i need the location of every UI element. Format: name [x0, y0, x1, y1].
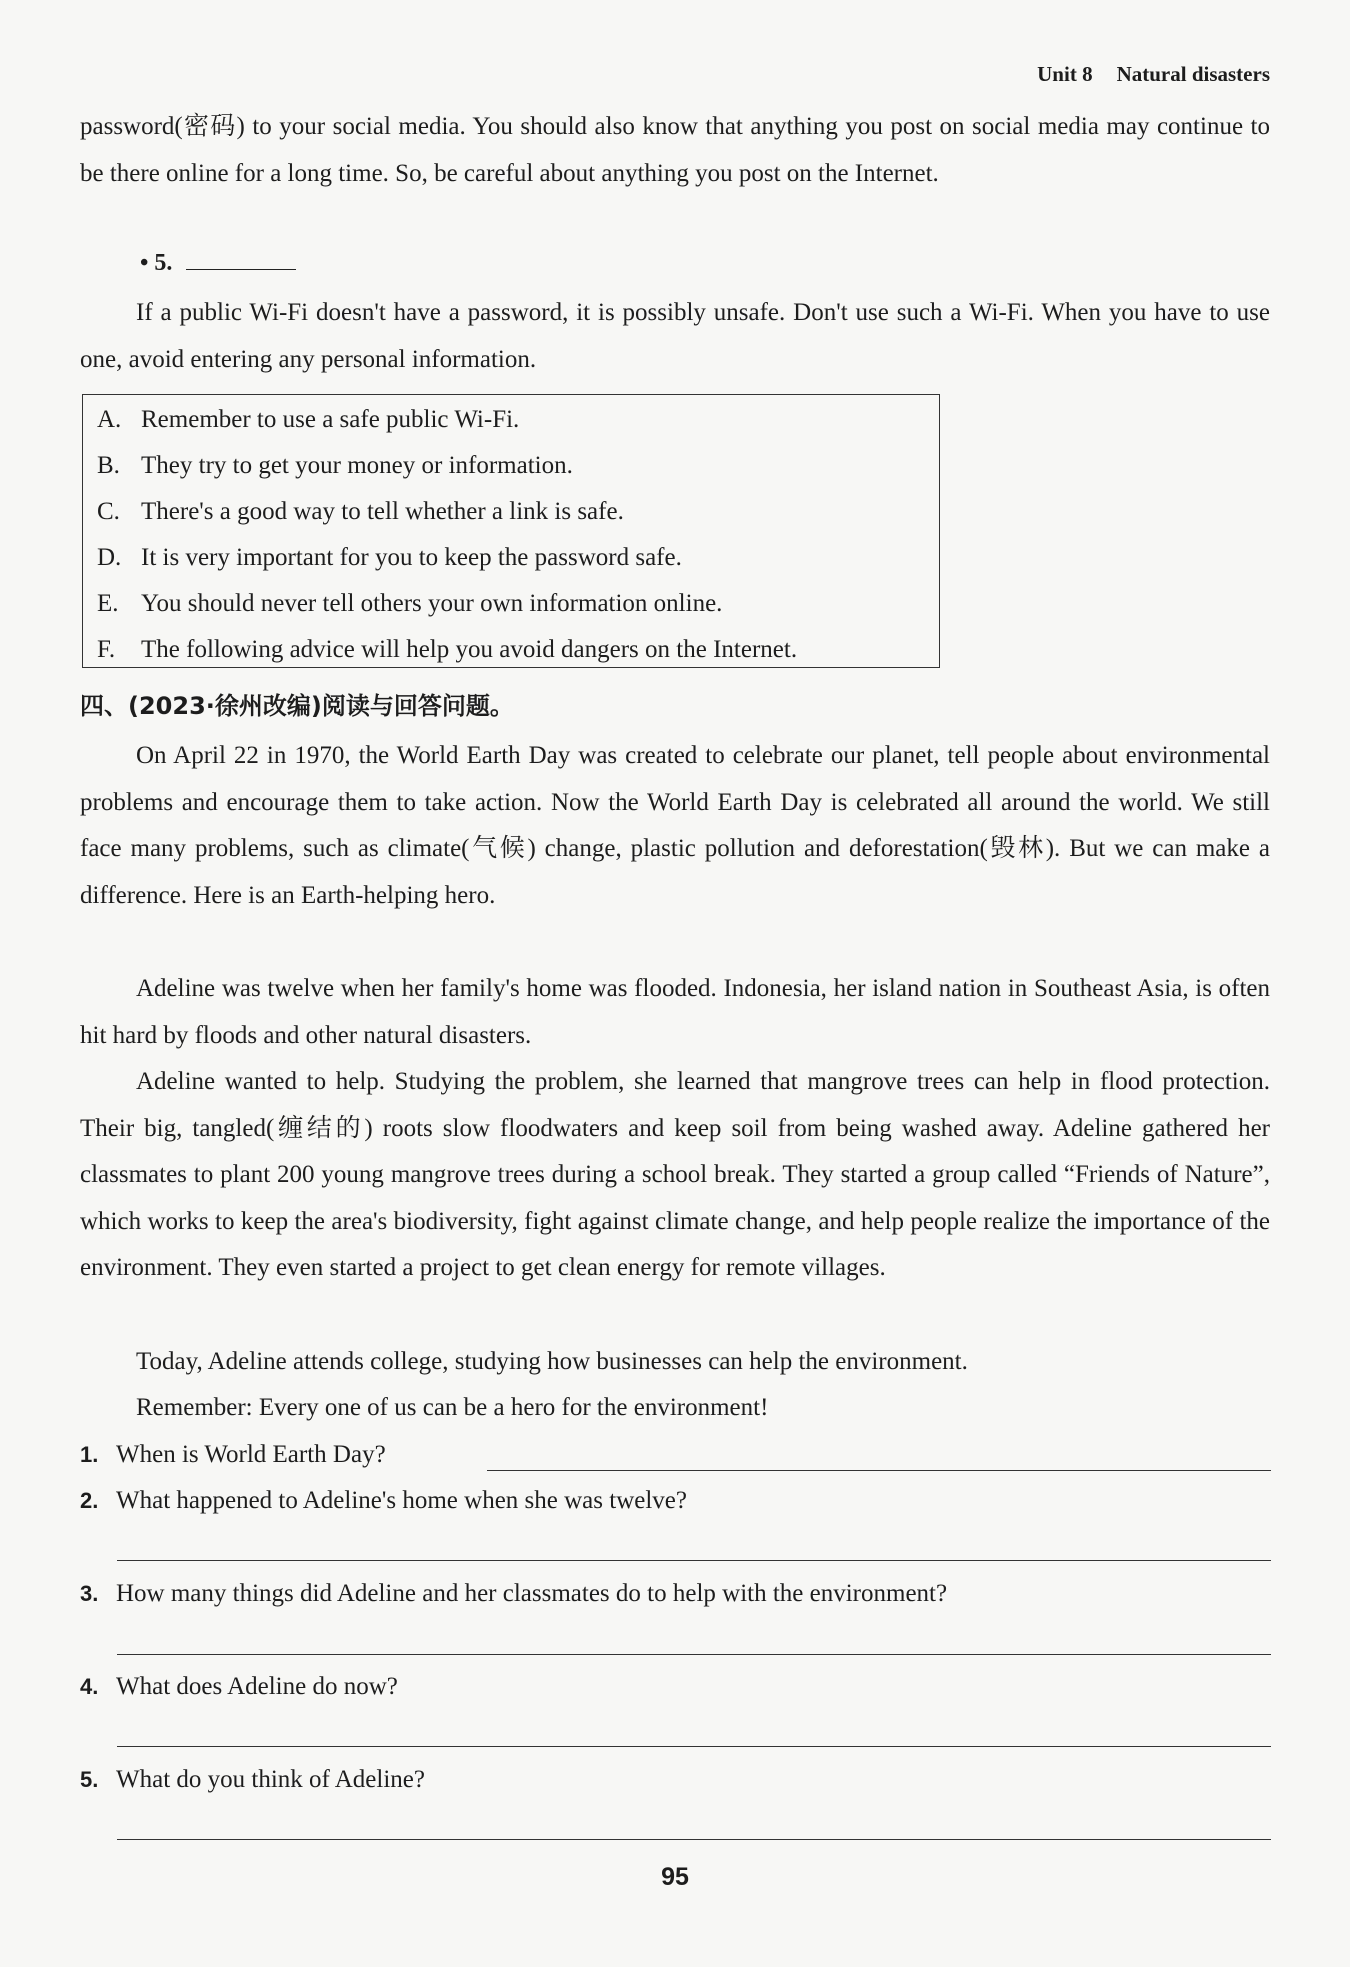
question-5-label: • 5.: [140, 250, 173, 276]
option-d: D. It is very important for you to keep the password safe.: [97, 544, 682, 571]
passage-paragraph-5: Remember: Every one of us can be a hero for the environment!: [136, 1394, 769, 1421]
wifi-paragraph: If a public Wi-Fi doesn't have a password, it is possibly unsafe. Don't use such a Wi-Fi. When you have to use one, avoid entering any personal information.: [80, 299, 1270, 373]
answer-line-2[interactable]: [117, 1560, 1271, 1561]
passage-paragraph-1: On April 22 in 1970, the World Earth Day was created to celebrate our planet, tell people about environmental problems and encourage them to take action. Now the World Earth Day is celebrated all around the world. We still face many problems, such as climate(气候) change, plastic pollution and deforestation(毁林). But we can make a difference. Here is an Earth-helping hero.: [80, 742, 1270, 909]
intro-paragraph: password(密码) to your social media. You should also know that anything you post on social media may continue to be there online for a long time. So, be careful about anything you post on the Internet.: [80, 113, 1270, 187]
question-4: 4. What does Adeline do now?: [80, 1673, 398, 1700]
question-1: 1. When is World Earth Day?: [80, 1441, 386, 1468]
unit-label: Unit 8: [1037, 62, 1093, 86]
unit-title: Natural disasters: [1116, 62, 1270, 86]
question-2: 2. What happened to Adeline's home when she was twelve?: [80, 1487, 687, 1514]
question-5-short: 5. What do you think of Adeline?: [80, 1766, 425, 1793]
option-b: B. They try to get your money or information.: [97, 452, 573, 479]
option-f: F. The following advice will help you avoid dangers on the Internet.: [97, 636, 798, 663]
question-3: 3. How many things did Adeline and her classmates do to help with the environment?: [80, 1580, 948, 1607]
passage-paragraph-2: Adeline was twelve when her family's home was flooded. Indonesia, her island nation in Southeast Asia, is often hit hard by floods and other natural disasters.: [80, 975, 1270, 1049]
answer-blank-5[interactable]: [186, 251, 296, 270]
option-c: C. There's a good way to tell whether a link is safe.: [97, 498, 624, 525]
options-box: [82, 394, 940, 668]
answer-line-4[interactable]: [117, 1746, 1271, 1747]
answer-line-1[interactable]: [487, 1470, 1271, 1471]
option-e: E. You should never tell others your own information online.: [97, 590, 723, 617]
page-header: [1037, 62, 1270, 87]
page-number: 95: [661, 1863, 689, 1891]
section-4-heading: 四、(2023·徐州改编)阅读与回答问题。: [80, 692, 514, 720]
option-a: A. Remember to use a safe public Wi-Fi.: [97, 406, 520, 433]
passage-paragraph-3: Adeline wanted to help. Studying the problem, she learned that mangrove trees can help in flood protection. Their big, tangled(缠结的) roots slow floodwaters and keep soil from being washed away. Adeline gathered her classmates to plant 200 young mangrove trees during a school break. They started a group called “Friends of Nature”, which works to keep the area's biodiversity, fight against climate change, and help people realize the importance of the environment. They even started a project to get clean energy for remote villages.: [80, 1068, 1270, 1281]
passage-paragraph-4: Today, Adeline attends college, studying how businesses can help the environment.: [136, 1348, 968, 1375]
question-5: [140, 250, 296, 277]
answer-line-5[interactable]: [117, 1839, 1271, 1840]
answer-line-3[interactable]: [117, 1654, 1271, 1655]
